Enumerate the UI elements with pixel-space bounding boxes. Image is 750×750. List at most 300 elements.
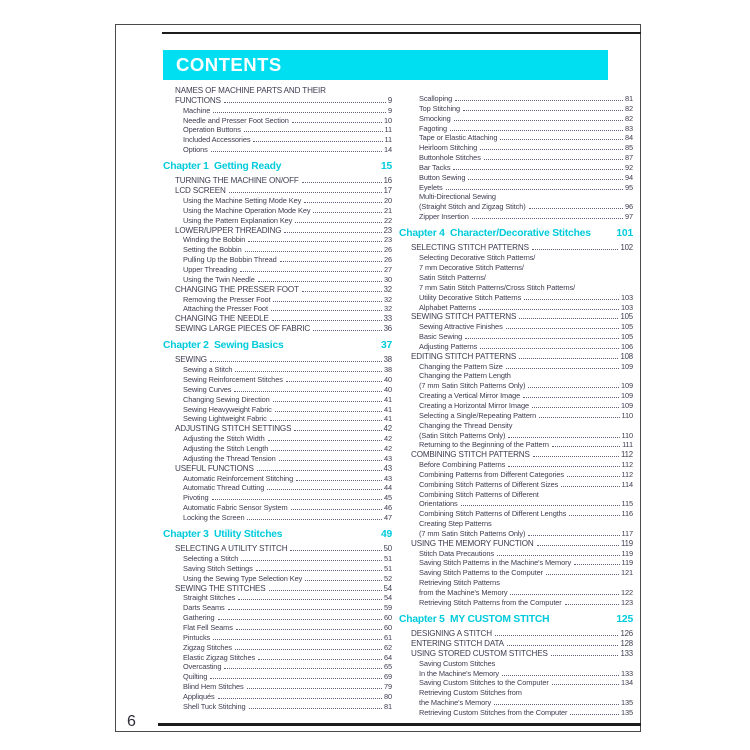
toc-entry-label: (7 mm Satin Stitch Patterns Only) <box>419 528 526 538</box>
dot-leader <box>528 535 619 536</box>
toc-entry-page: 112 <box>621 469 633 479</box>
dot-leader <box>245 251 382 252</box>
toc-entry-label: Operation Buttons <box>183 125 241 135</box>
toc-entry-label: Fagoting <box>419 123 447 133</box>
dot-leader <box>523 397 619 398</box>
toc-entry <box>399 391 633 401</box>
toc-entry-label: Button Sewing <box>419 172 466 182</box>
toc-entry <box>399 124 633 134</box>
toc-entry-page: 134 <box>620 678 633 688</box>
toc-entry-page: 42 <box>383 444 392 453</box>
toc-entry <box>399 688 633 698</box>
toc-entry-label: Retrieving Stitch Patterns <box>419 578 500 588</box>
toc-entry-label: (Satin Stitch Patterns Only) <box>419 430 506 440</box>
toc-entry <box>399 421 633 431</box>
toc-entry-label: DESIGNING A STITCH <box>411 629 492 639</box>
toc-entry <box>399 243 633 253</box>
toc-entry-label: 7 mm Decorative Stitch Patterns/ <box>419 263 524 273</box>
toc-entry-page: 54 <box>383 583 392 593</box>
toc-entry-page: 23 <box>383 235 392 245</box>
manual-contents-page <box>115 24 641 732</box>
toc-entry-page: 42 <box>383 434 392 444</box>
toc-entry-label: USING STORED CUSTOM STITCHES <box>411 648 548 658</box>
toc-entry-page: 22 <box>383 215 392 225</box>
toc-entry <box>163 365 392 375</box>
toc-entry-label: Combining Stitch Patterns of Different <box>419 489 539 499</box>
toc-entry <box>163 574 392 584</box>
dot-leader <box>480 348 619 349</box>
toc-entry <box>163 265 392 275</box>
dot-leader <box>468 179 623 180</box>
toc-entry-page: 121 <box>620 568 633 578</box>
dot-leader <box>241 560 382 561</box>
toc-entry-page: 26 <box>383 245 392 255</box>
toc-entry <box>399 659 633 669</box>
toc-entry-page: 135 <box>620 698 633 708</box>
toc-entry <box>163 503 392 513</box>
toc-entry-label: Creating a Horizontal Mirror Image <box>419 400 529 410</box>
chapter-heading <box>163 340 392 352</box>
chapter-heading <box>163 161 392 173</box>
chapter-heading <box>399 228 633 240</box>
toc-entry <box>399 192 633 202</box>
toc-entry-page: 26 <box>383 255 392 265</box>
toc-entry-page: 111 <box>622 440 633 450</box>
toc-entry-page: 64 <box>383 652 392 662</box>
toc-entry-page: 105 <box>620 332 633 342</box>
toc-entry <box>163 424 392 434</box>
toc-entry-page: 123 <box>620 597 633 607</box>
dot-leader <box>537 545 619 546</box>
dot-leader <box>532 249 619 250</box>
toc-entry <box>399 708 633 718</box>
dot-leader <box>269 590 382 591</box>
dot-leader <box>450 130 623 131</box>
toc-entry-page: 43 <box>383 463 392 473</box>
toc-entry-page: 101 <box>616 227 633 239</box>
toc-column-right <box>399 94 633 718</box>
dot-leader <box>302 291 382 292</box>
toc-entry-label: LCD SCREEN <box>175 186 226 196</box>
dot-leader <box>508 466 619 467</box>
toc-entry <box>399 598 633 608</box>
dot-leader <box>247 519 381 520</box>
toc-entry-label: Creating Step Patterns <box>419 519 492 529</box>
toc-entry-page: 11 <box>384 135 392 145</box>
toc-entry-page: 27 <box>383 265 392 274</box>
toc-entry-label: Sewing a Stitch <box>183 365 233 375</box>
toc-entry <box>399 322 633 332</box>
toc-entry-label: Sewing Curves <box>183 384 232 394</box>
toc-entry <box>163 653 392 663</box>
dot-leader <box>497 555 620 556</box>
toc-entry <box>163 176 392 186</box>
toc-entry-page: 40 <box>383 375 392 385</box>
toc-entry-page: 108 <box>620 351 633 361</box>
dot-leader <box>235 371 382 372</box>
toc-entry <box>399 362 633 372</box>
toc-entry <box>163 434 392 444</box>
dot-leader <box>247 688 382 689</box>
dot-leader <box>271 450 382 451</box>
toc-entry-page: 82 <box>624 103 633 113</box>
dot-leader <box>236 629 382 630</box>
dot-leader <box>211 151 382 152</box>
toc-entry <box>163 584 392 594</box>
dot-leader <box>268 440 382 441</box>
chapter-heading <box>163 529 392 541</box>
dot-leader <box>294 430 381 431</box>
toc-entry-label: Saving Stitch Settings <box>183 563 253 573</box>
dot-leader <box>506 328 619 329</box>
toc-entry <box>399 104 633 114</box>
dot-leader <box>212 499 382 500</box>
toc-entry <box>163 375 392 385</box>
dot-leader <box>270 420 382 421</box>
dot-leader <box>494 704 619 705</box>
dot-leader <box>479 309 619 310</box>
toc-entry <box>399 143 633 153</box>
dot-leader <box>569 515 619 516</box>
toc-entry <box>163 186 392 196</box>
toc-entry-label: Pivoting <box>183 493 209 503</box>
toc-entry-page: 119 <box>621 548 633 558</box>
dot-leader <box>257 470 382 471</box>
toc-entry-label: CHANGING THE NEEDLE <box>175 314 269 324</box>
toc-entry-label: Using the Twin Needle <box>183 274 255 284</box>
dot-leader <box>480 149 623 150</box>
toc-entry <box>163 355 392 365</box>
toc-entry-page: 44 <box>383 483 392 493</box>
dot-leader <box>454 120 623 121</box>
dot-leader <box>313 330 382 331</box>
toc-entry-page: 110 <box>621 430 633 440</box>
toc-entry-page: 60 <box>383 623 392 632</box>
toc-entry-page: 50 <box>383 544 392 554</box>
toc-entry-label: Setting the Bobbin <box>183 245 242 255</box>
toc-entry-page: 96 <box>624 202 633 212</box>
toc-entry-label: Eyelets <box>419 182 443 192</box>
toc-entry-label: Attaching the Presser Foot <box>183 304 268 314</box>
toc-entry-label: Changing the Thread Density <box>419 420 513 430</box>
toc-entry-label: 7 mm Satin Stitch Patterns/Cross Stitch Patterns/ <box>419 282 576 292</box>
toc-entry-label: CHANGING THE PRESSER FOOT <box>175 284 299 294</box>
toc-entry-page: 59 <box>383 603 392 613</box>
toc-entry-label: Using the Sewing Type Selection Key <box>183 573 303 583</box>
toc-entry-page: 109 <box>620 381 633 391</box>
toc-entry-label: Adjusting the Stitch Width <box>183 434 265 444</box>
dot-leader <box>532 407 619 408</box>
toc-entry <box>399 519 633 529</box>
toc-entry <box>399 539 633 549</box>
toc-entry-label: Upper Threading <box>183 265 237 274</box>
toc-entry <box>163 385 392 395</box>
dot-leader <box>510 594 619 595</box>
toc-entry-label: Alphabet Patterns <box>419 302 477 312</box>
dot-leader <box>296 480 382 481</box>
dot-leader <box>546 574 619 575</box>
dot-leader <box>508 437 619 438</box>
toc-entry-label: FUNCTIONS <box>175 95 221 105</box>
toc-entry-label: Bar Tacks <box>419 162 451 172</box>
toc-entry <box>163 226 392 236</box>
toc-entry <box>399 183 633 193</box>
toc-entry <box>163 444 392 454</box>
toc-entry-label: Using the Machine Setting Mode Key <box>183 196 302 206</box>
toc-entry-label: Gathering <box>183 613 215 623</box>
toc-entry-label: Heirloom Stitching <box>419 143 478 153</box>
toc-entry <box>163 295 392 305</box>
dot-leader <box>235 649 382 650</box>
toc-entry-page: 97 <box>624 212 633 222</box>
toc-entry-page: 14 <box>383 145 392 155</box>
dot-leader <box>463 110 623 111</box>
toc-entry-label: TURNING THE MACHINE ON/OFF <box>175 176 299 186</box>
toc-entry-label: SEWING LARGE PIECES OF FABRIC <box>175 324 311 334</box>
toc-entry-label: Combining Stitch Patterns of Different Sizes <box>419 479 559 489</box>
dot-leader <box>273 401 382 402</box>
toc-entry-label: NAMES OF MACHINE PARTS AND THEIR <box>175 86 326 95</box>
toc-entry <box>399 450 633 460</box>
toc-entry-page: 32 <box>383 304 392 314</box>
toc-entry <box>163 145 392 155</box>
toc-entry-label: Returning to the Beginning of the Pattern <box>419 440 549 450</box>
toc-entry <box>163 603 392 613</box>
toc-entry-page: 42 <box>383 424 392 434</box>
toc-entry-page: 51 <box>383 563 392 573</box>
toc-entry-page: 119 <box>621 558 633 568</box>
toc-entry-label: Locking the Screen <box>183 512 245 522</box>
chapter-heading <box>399 614 633 626</box>
toc-entry-page: 9 <box>387 105 392 115</box>
toc-entry <box>399 212 633 222</box>
dot-leader <box>524 299 619 300</box>
dot-leader <box>272 320 382 321</box>
toc-entry-label: the Machine's Memory <box>419 698 492 708</box>
toc-entry <box>163 216 392 226</box>
toc-entry-label: ENTERING STITCH DATA <box>411 639 504 649</box>
toc-entry <box>399 153 633 163</box>
toc-entry-label: Chapter 5 MY CUSTOM STITCH <box>399 613 550 625</box>
toc-entry-label: COMBINING STITCH PATTERNS <box>411 450 530 460</box>
toc-entry <box>399 678 633 688</box>
toc-column-left <box>163 86 392 712</box>
dot-leader <box>213 112 386 113</box>
toc-entry <box>399 490 633 500</box>
toc-entry-label: USING THE MEMORY FUNCTION <box>411 538 534 548</box>
toc-entry-page: 30 <box>383 274 392 284</box>
toc-entry <box>163 235 392 245</box>
toc-entry <box>163 593 392 603</box>
toc-entry <box>399 381 633 391</box>
toc-entry-label: Buttonhole Stitches <box>419 153 481 163</box>
toc-entry-page: 49 <box>380 528 392 540</box>
toc-entry-label: Needle and Presser Foot Section <box>183 115 289 125</box>
toc-entry-label: Creating a Vertical Mirror Image <box>419 391 521 401</box>
dot-leader <box>502 675 619 676</box>
toc-entry-page: 87 <box>624 153 633 163</box>
toc-entry-label: Using the Machine Operation Mode Key <box>183 205 311 215</box>
toc-entry <box>399 669 633 679</box>
dot-leader <box>302 182 382 183</box>
toc-entry-page: 103 <box>620 302 633 312</box>
toc-entry <box>399 639 633 649</box>
toc-entry-page: 125 <box>616 613 633 625</box>
toc-entry-label: Chapter 2 Sewing Basics <box>163 339 284 351</box>
dot-leader <box>453 169 623 170</box>
toc-entry-page: 110 <box>621 410 633 420</box>
toc-entry-page: 83 <box>624 123 633 133</box>
dot-leader <box>484 159 623 160</box>
dot-leader <box>290 550 381 551</box>
toc-entry-label: Basic Sewing <box>419 332 463 342</box>
toc-entry-page: 41 <box>383 414 392 424</box>
toc-entry-label: Zigzag Stitches <box>183 642 233 652</box>
toc-entry <box>399 470 633 480</box>
toc-entry <box>163 414 392 424</box>
dot-leader <box>455 100 623 101</box>
toc-entry-label: ADJUSTING STITCH SETTINGS <box>175 424 292 434</box>
toc-entry-label: Using the Pattern Explanation Key <box>183 215 293 225</box>
toc-entry <box>399 163 633 173</box>
toc-entry-page: 38 <box>383 365 392 375</box>
toc-entry-page: 11 <box>384 125 392 135</box>
toc-entry-page: 45 <box>383 493 392 503</box>
dot-leader <box>533 456 619 457</box>
toc-entry <box>399 283 633 293</box>
dot-leader <box>213 639 382 640</box>
dot-leader <box>210 678 382 679</box>
toc-entry <box>163 633 392 643</box>
toc-entry <box>399 509 633 519</box>
dot-leader <box>461 505 620 506</box>
toc-entry-page: 112 <box>621 450 633 460</box>
toc-entry <box>163 206 392 216</box>
toc-entry-page: 43 <box>383 453 392 463</box>
dot-leader <box>574 564 619 565</box>
toc-entry-label: Appliqués <box>183 691 215 701</box>
toc-entry-page: 54 <box>383 593 392 603</box>
toc-entry-label: Adjusting Patterns <box>419 341 478 351</box>
toc-entry <box>399 698 633 708</box>
dot-leader <box>292 122 382 123</box>
toc-entry-page: 38 <box>383 355 392 365</box>
toc-entry-label: Saving Custom Stitches to the Computer <box>419 678 549 688</box>
toc-entry-page: 81 <box>624 94 633 103</box>
toc-entry <box>163 125 392 135</box>
footer-rule <box>158 723 641 726</box>
toc-entry-page: 62 <box>383 642 392 652</box>
toc-entry <box>399 578 633 588</box>
toc-entry <box>399 649 633 659</box>
toc-entry-page: 20 <box>383 196 392 206</box>
toc-entry-page: 17 <box>383 186 392 196</box>
toc-entry <box>163 395 392 405</box>
toc-entry <box>163 554 392 564</box>
toc-entry-label: Shell Tuck Stitching <box>183 701 246 711</box>
toc-entry <box>163 544 392 554</box>
toc-entry-label: SELECTING A UTILITY STITCH <box>175 544 288 554</box>
toc-entry-page: 126 <box>620 629 633 639</box>
toc-entry <box>399 342 633 352</box>
toc-entry-label: Selecting Decorative Stitch Patterns/ <box>419 253 536 263</box>
page-title: CONTENTS <box>176 54 282 75</box>
toc-entry-label: SEWING STITCH PATTERNS <box>411 312 517 322</box>
dot-leader <box>567 476 620 477</box>
toc-entry-label: Pintucks <box>183 632 211 642</box>
toc-entry-label: Selecting a Single/Repeating Pattern <box>419 410 537 420</box>
toc-entry-label: Darts Seams <box>183 603 225 613</box>
toc-entry-page: 128 <box>620 639 633 649</box>
toc-entry-page: 106 <box>620 341 633 351</box>
dot-leader <box>507 645 619 646</box>
contents-banner <box>163 50 608 80</box>
toc-entry <box>399 303 633 313</box>
header-rule <box>162 32 641 34</box>
toc-entry-page: 37 <box>380 339 392 351</box>
toc-entry-label: Included Accessories <box>183 135 251 145</box>
toc-entry-page: 103 <box>620 292 633 302</box>
toc-entry-page: 40 <box>383 384 392 394</box>
toc-entry <box>399 558 633 568</box>
toc-entry-label: Utility Decorative Stitch Patterns <box>419 292 522 302</box>
dot-leader <box>552 684 619 685</box>
toc-entry-label: Winding the Bobbin <box>183 235 246 245</box>
toc-entry <box>399 293 633 303</box>
toc-entry-page: 69 <box>383 672 392 682</box>
toc-entry-label: Scalloping <box>419 94 453 103</box>
toc-entry-label: Smocking <box>419 113 451 123</box>
toc-entry <box>163 662 392 672</box>
toc-entry-label: SEWING <box>175 355 207 365</box>
toc-entry-page: 114 <box>621 479 633 489</box>
toc-entry-page: 115 <box>621 499 633 509</box>
toc-entry <box>163 314 392 324</box>
toc-entry-page: 43 <box>383 473 392 483</box>
dot-leader <box>229 192 382 193</box>
dot-leader <box>218 698 382 699</box>
toc-entry-page: 10 <box>383 115 392 125</box>
toc-entry <box>399 431 633 441</box>
toc-entry-page: 60 <box>383 613 392 623</box>
toc-entry-page: 36 <box>383 324 392 334</box>
toc-entry-label: Before Combining Patterns <box>419 460 506 470</box>
toc-entry-label: Automatic Thread Cutting <box>183 483 265 493</box>
toc-entry <box>399 94 633 104</box>
toc-entry-page: 112 <box>621 460 633 470</box>
toc-entry <box>163 623 392 633</box>
toc-entry-label: Sewing Heavyweight Fabric <box>183 404 272 414</box>
toc-entry <box>399 352 633 362</box>
toc-entry-label: SEWING THE STITCHES <box>175 583 266 593</box>
toc-entry <box>163 304 392 314</box>
dot-leader <box>258 281 382 282</box>
toc-entry <box>399 529 633 539</box>
toc-entry <box>399 440 633 450</box>
dot-leader <box>295 222 382 223</box>
dot-leader <box>528 387 619 388</box>
toc-entry-label: Changing the Pattern Size <box>419 361 503 371</box>
dot-leader <box>291 509 382 510</box>
dot-leader <box>519 318 618 319</box>
toc-entry-page: 23 <box>383 225 392 235</box>
toc-entry-label: Retrieving Custom Stitches from the Computer <box>419 707 568 717</box>
dot-leader <box>234 391 382 392</box>
toc-entry <box>399 173 633 183</box>
toc-entry <box>163 324 392 334</box>
dot-leader <box>218 619 382 620</box>
toc-entry <box>163 245 392 255</box>
